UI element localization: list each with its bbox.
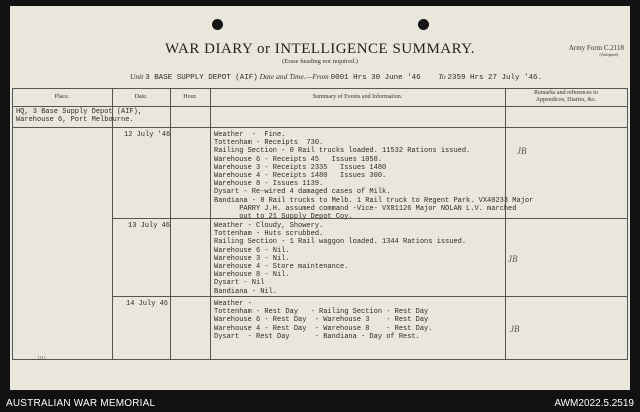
entry-2-line: Warehouse 8 - Nil. bbox=[214, 271, 290, 280]
entry-3-line: Dysart - Rest Day - Bandiana - Day of Rest. bbox=[214, 332, 420, 341]
table-top-rule bbox=[12, 88, 628, 89]
entry-2-line: Warehouse 3 - Nil. bbox=[214, 254, 290, 263]
entry-date-3: 14 July 46 bbox=[126, 300, 169, 308]
punch-hole-right bbox=[418, 19, 429, 30]
entry-block-3 bbox=[214, 300, 432, 341]
col-header-remarks-line1: Remarks and references to bbox=[534, 90, 598, 96]
page-number: (11) bbox=[38, 355, 46, 360]
entry-1-line: Tottenham - Receipts 730. bbox=[214, 139, 324, 148]
entry-1-line: Bandiana - 8 Rail trucks to Melb. 1 Rail truck to Regent Park. VX40233 Major bbox=[214, 196, 534, 205]
army-form-label bbox=[569, 44, 624, 57]
unit-line bbox=[130, 72, 625, 82]
entry-2-line: Warehouse 6 - Nil. bbox=[214, 246, 290, 255]
entry-2-line: Dysart - Nil bbox=[214, 279, 265, 288]
punch-hole-left bbox=[212, 19, 223, 30]
diary-sheet bbox=[10, 6, 630, 390]
entry-2-line: Weather - Cloudy, Showery. bbox=[214, 222, 324, 230]
entry-3-line: Warehouse 4 - Rest Day - Warehouse 8 - Rest Day. bbox=[214, 324, 433, 333]
page-subtitle: (Erase heading not required.) bbox=[282, 58, 358, 65]
entry-block-1 bbox=[214, 131, 533, 221]
place-cell bbox=[16, 108, 142, 124]
col-header-place: Place. bbox=[54, 94, 70, 100]
entry-2-line: Warehouse 4 - Store maintenance. bbox=[214, 263, 349, 272]
entry-3-line: Weather - bbox=[214, 300, 252, 308]
summary-col-rule bbox=[210, 88, 211, 360]
diary-table bbox=[12, 88, 628, 360]
entry-1-line: Dysart - Re-wired 4 damaged cases of Milk. bbox=[214, 188, 391, 197]
entry-1-line: Warehouse 8 - Issues 1139. bbox=[214, 180, 324, 189]
date-time-label: Date and Time.—From bbox=[259, 72, 329, 81]
col-header-remarks-line2: Appendices, Diaries, &c. bbox=[535, 97, 597, 103]
col-header-remarks bbox=[505, 90, 627, 104]
entry-2-line: Railing Section - 1 Rail waggon loaded. 1344 Rations issued. bbox=[214, 238, 467, 247]
col-header-summary: Summary of Events and Information. bbox=[312, 94, 403, 100]
signature-initials-1: JB bbox=[517, 146, 527, 156]
footer-institution: AUSTRALIAN WAR MEMORIAL bbox=[6, 398, 156, 409]
entry-3-line: Tottenham - Rest Day - Railing Section - Rest Day bbox=[214, 308, 429, 317]
entry-date-2: 13 July 46 bbox=[128, 222, 171, 230]
col-header-hour: Hour. bbox=[183, 94, 197, 100]
entry-rule-2 bbox=[112, 296, 628, 297]
army-form-number: Army Form C.2118 bbox=[568, 44, 624, 52]
place-line-2: Warehouse 6, Port Melbourne. bbox=[16, 116, 134, 125]
table-bottom-rule bbox=[12, 359, 628, 360]
footer-reference: AWM2022.5.2519 bbox=[554, 398, 634, 409]
place-row-rule bbox=[12, 127, 628, 128]
footer-bar bbox=[0, 396, 640, 412]
hour-col-rule bbox=[170, 88, 171, 360]
entry-1-line: Warehouse 3 - Receipts 2335 Issues 1480 bbox=[214, 163, 387, 172]
entry-1-line: Weather - Fine. bbox=[214, 131, 286, 139]
table-right-rule bbox=[627, 88, 628, 360]
unit-value: 3 BASE SUPPLY DEPOT (AIF) bbox=[145, 74, 258, 82]
signature-initials-2: JB bbox=[508, 254, 518, 264]
signature-initials-3: JB bbox=[510, 324, 520, 334]
entry-date-1: 12 July '46 bbox=[124, 131, 171, 139]
entry-2-line: Tottenham - Huts scrubbed. bbox=[214, 230, 324, 239]
to-value: 2359 Hrs 27 July '46. bbox=[447, 74, 542, 82]
place-line-1: HQ, 3 Base Supply Depot (AIF), bbox=[16, 108, 143, 116]
remarks-col-rule bbox=[505, 88, 506, 360]
entry-3-line: Warehouse 6 - Rest Day - Warehouse 3 - Rest Day bbox=[214, 316, 429, 325]
entry-1-line: out to 21 Supply Depot Coy. bbox=[214, 213, 353, 222]
army-form-adopted: (Adopted) bbox=[599, 52, 618, 57]
entry-1-line: Warehouse 6 - Receipts 45 Issues 1058. bbox=[214, 155, 383, 164]
entry-2-line: Bandiana - Nil. bbox=[214, 287, 278, 296]
entry-1-line: PARRY J.H. assumed command -Vice- VX81126 Major NOLAN L.V. marched bbox=[214, 204, 517, 213]
col-header-date: Date. bbox=[134, 94, 148, 100]
entry-block-2 bbox=[214, 222, 466, 296]
to-label: To bbox=[438, 72, 446, 81]
date-col-rule bbox=[112, 88, 113, 360]
from-value: 0001 Hrs 30 June '46 bbox=[330, 74, 421, 82]
header-rule bbox=[12, 106, 628, 107]
unit-label: Unit bbox=[130, 72, 144, 81]
page-title: WAR DIARY or INTELLIGENCE SUMMARY. bbox=[165, 41, 475, 57]
entry-1-line: Railing Section - 0 Rail trucks loaded. 11532 Rations issued. bbox=[214, 147, 471, 156]
entry-1-line: Warehouse 4 - Receipts 1480 Issues 300. bbox=[214, 172, 387, 181]
table-left-rule bbox=[12, 88, 13, 360]
